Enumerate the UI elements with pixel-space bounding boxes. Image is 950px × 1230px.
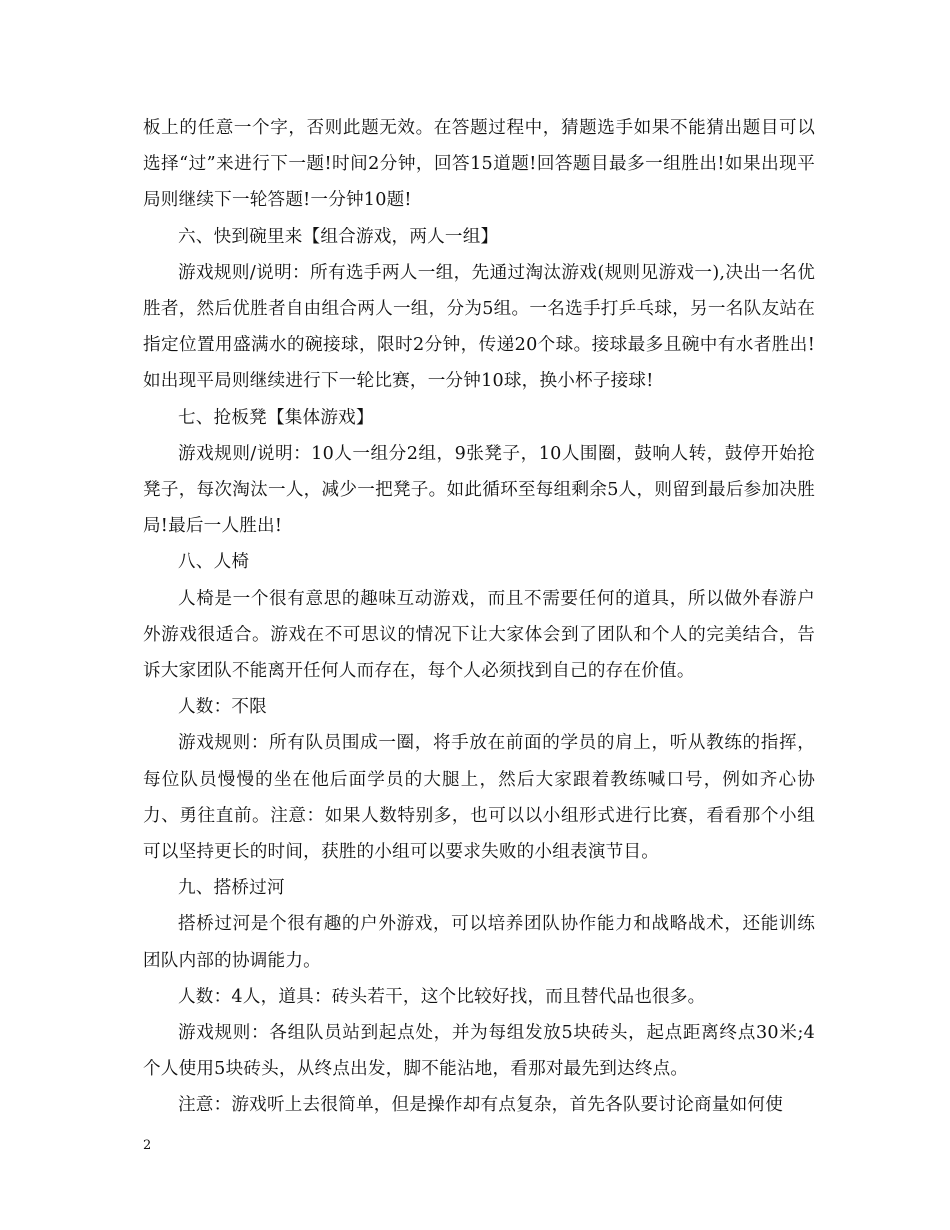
- paragraph: 搭桥过河是个很有趣的户外游戏，可以培养团队协作能力和战略战术，还能训练团队内部的协调能力。: [143, 914, 815, 971]
- document-body: [143, 110, 815, 1124]
- paragraph: 板上的任意一个字，否则此题无效。在答题过程中，猜题选手如果不能猜出题目可以选择“过”来进行下一题!时间2分钟，回答15道题!回答题目最多一组胜出!如果出现平局则继续下一轮答题!一分钟10题!: [143, 118, 815, 211]
- paragraph: 注意：游戏听上去很简单，但是操作却有点复杂，首先各队要讨论商量如何使: [178, 1095, 783, 1116]
- paragraph: 人数：4人，道具：砖头若干，这个比较好找，而且替代品也很多。: [178, 986, 706, 1007]
- paragraph: 游戏规则/说明：所有选手两人一组，先通过淘汰游戏(规则见游戏一),决出一名优胜者，然后优胜者自由组合两人一组，分为5组。一名选手打乒乓球，另一名队友站在指定位置用盛满水的碗接球，限时2分钟，传递20个球。接球最多且碗中有水者胜出!如出现平局则继续进行下一轮比赛，一分钟10球，换小杯子接球!: [143, 262, 815, 392]
- paragraph: 人椅是一个很有意思的趣味互动游戏，而且不需要任何的道具，所以做外春游户外游戏很适合。游戏在不可思议的情况下让大家体会到了团队和个人的完美结合，告诉大家团队不能离开任何人而存在，每个人必须找到自己的存在价值。: [143, 588, 815, 682]
- section-heading: 八、人椅: [178, 552, 250, 573]
- paragraph: 人数：不限: [178, 697, 267, 718]
- section-heading: 七、抢板凳【集体游戏】: [178, 407, 374, 428]
- paragraph: 游戏规则：各组队员站到起点处，并为每组发放5块砖头，起点距离终点30米;4个人使用5块砖头，从终点出发，脚不能沾地，看那对最先到达终点。: [143, 1023, 815, 1080]
- section-heading: 六、快到碗里来【组合游戏，两人一组】: [178, 226, 499, 247]
- paragraph: 游戏规则：所有队员围成一圈，将手放在前面的学员的肩上，听从教练的指挥，每位队员慢慢的坐在他后面学员的大腿上，然后大家跟着教练喊口号，例如齐心协力、勇往直前。注意：如果人数特别多，也可以以小组形式进行比赛，看看那个小组可以坚持更长的时间，获胜的小组可以要求失败的小组表演节目。: [143, 733, 815, 863]
- page-number: 2: [143, 1138, 152, 1153]
- section-heading: 九、搭桥过河: [178, 878, 285, 899]
- paragraph: 游戏规则/说明：10人一组分2组，9张凳子，10人围圈，鼓响人转，鼓停开始抢凳子，每次淘汰一人，减少一把凳子。如此循环至每组剩余5人，则留到最后参加决胜局!最后一人胜出!: [143, 443, 815, 537]
